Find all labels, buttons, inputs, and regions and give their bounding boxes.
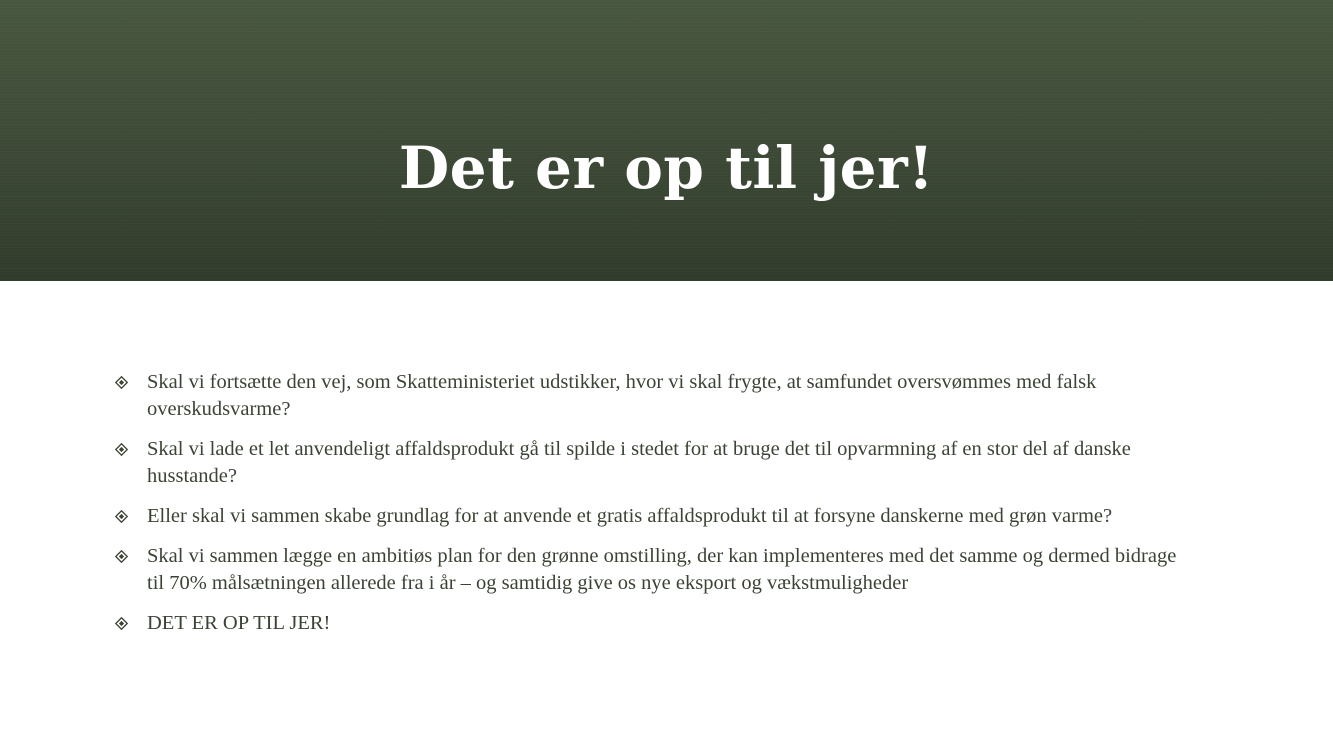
bullet-item	[113, 610, 1198, 637]
bullet-item	[113, 543, 1198, 597]
diamond-bullet-icon	[115, 510, 128, 523]
header-band	[0, 0, 1333, 281]
bullet-text: Skal vi sammen lægge en ambitiøs plan for den grønne omstilling, der kan implementeres med det samme og dermed bidrage til 70% målsætningen allerede fra i år – og samtidig give os nye eksport og vækstmuligheder	[147, 545, 1177, 594]
bullet-item	[113, 369, 1198, 423]
diamond-bullet-icon	[115, 376, 128, 389]
bullet-text: Skal vi lade et let anvendeligt affaldsprodukt gå til spilde i stedet for at bruge det til opvarmning af en stor del af danske husstande?	[147, 438, 1131, 487]
diamond-bullet-icon	[115, 443, 128, 456]
bullet-list	[113, 369, 1198, 650]
bullet-text: Eller skal vi sammen skabe grundlag for at anvende et gratis affaldsprodukt til at forsyne danskerne med grøn varme?	[147, 505, 1113, 527]
diamond-bullet-icon	[115, 617, 128, 630]
bullet-item	[113, 436, 1198, 490]
diamond-bullet-icon	[115, 550, 128, 563]
bullet-item	[113, 503, 1198, 530]
bullet-text: DET ER OP TIL JER!	[147, 612, 331, 634]
bullet-text: Skal vi fortsætte den vej, som Skatteministeriet udstikker, hvor vi skal frygte, at samfundet oversvømmes med falsk overskudsvarme?	[147, 371, 1097, 420]
slide-title: Det er op til jer!	[398, 134, 935, 202]
